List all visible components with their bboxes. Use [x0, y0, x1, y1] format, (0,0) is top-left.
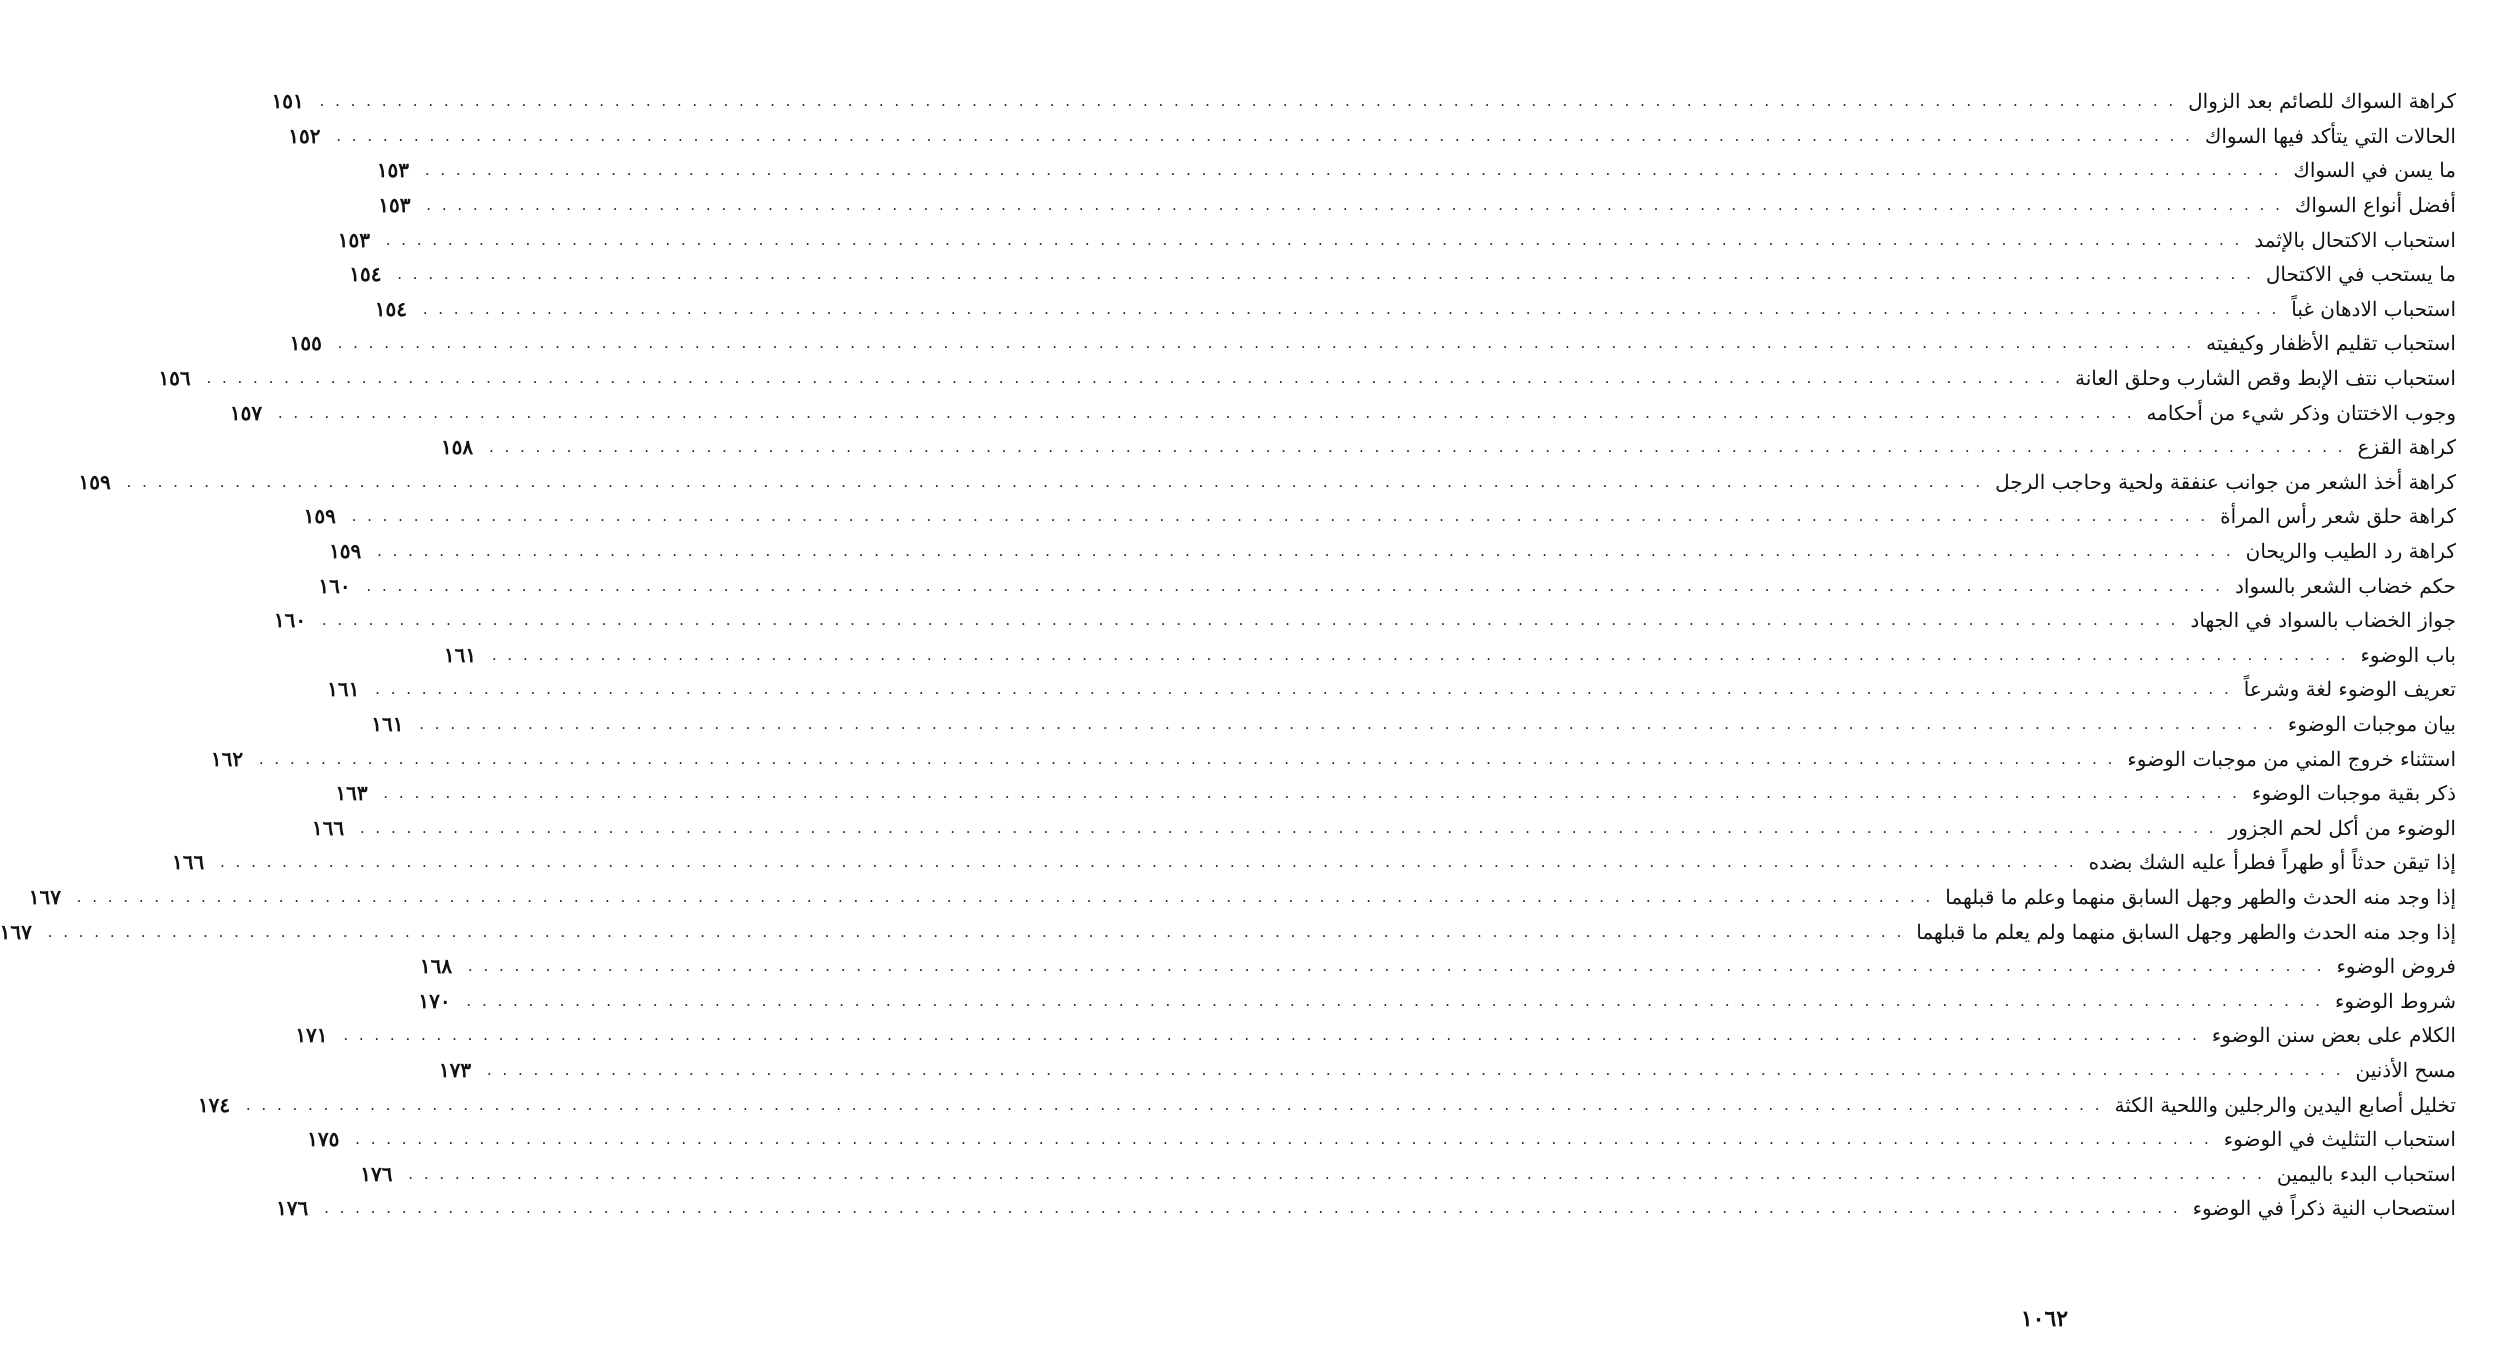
toc-entry-page: ١٥٣: [337, 227, 370, 252]
dot-leader: . . . . . . . . . . . . . . . . . . . . . . . . . . . . . . . . . . . . . . . . . . . . . . . . . . . . . . . . . . . . . . . . . . . . . . . . . . . . . . . . . . . . . . . . . . . . . . . . . . . . . . . . . . . . . . . . . . . . . . . .: [220, 853, 2077, 872]
toc-entry-page: ١٦٣: [335, 781, 368, 806]
toc-entry-page: ١٥٤: [349, 262, 382, 287]
toc-entry-title: استحباب تقليم الأظفار وكيفيته: [2206, 331, 2456, 356]
toc-entry: [337, 222, 2456, 257]
toc-entry-title: ما يستحب في الاكتحال: [2265, 262, 2456, 287]
dot-leader: . . . . . . . . . . . . . . . . . . . . . . . . . . . . . . . . . . . . . . . . . . . . . . . . . . . . . . . . . . . . . . . . . . . . . . . . . . . . . . . . . . . . . . . . . . . . . . . . . . . . . . . . . . . . . . . . . . . . . . . .: [424, 161, 2282, 180]
toc-entry-title: كراهة القزع: [2357, 435, 2456, 460]
toc-entry: [289, 326, 2456, 361]
toc-entry: [276, 1191, 2456, 1226]
toc-entry: [329, 534, 2456, 569]
dot-leader: . . . . . . . . . . . . . . . . . . . . . . . . . . . . . . . . . . . . . . . . . . . . . . . . . . . . . . . . . . . . . . . . . . . . . . . . . . . . . . . . . . . . . . . . . . . . . . . . . . . . . . . . . . . . . . . . . . . . . . . .: [397, 265, 2254, 284]
toc-entry-title: الكلام على بعض سنن الوضوء: [2211, 1023, 2456, 1048]
toc-entry: [311, 810, 2456, 845]
dot-leader: . . . . . . . . . . . . . . . . . . . . . . . . . . . . . . . . . . . . . . . . . . . . . . . . . . . . . . . . . . . . . . . . . . . . . . . . . . . . . . . . . . . . . . . . . . . . . . . . . . . . . . . . . . . . . . . . . . . . . . . .: [488, 438, 2346, 457]
dot-leader: . . . . . . . . . . . . . . . . . . . . . . . . . . . . . . . . . . . . . . . . . . . . . . . . . . . . . . . . . . . . . . . . . . . . . . . . . . . . . . . . . . . . . . . . . . . . . . . . . . . . . . . . . . . . . . . . . . . . . . . .: [408, 1164, 2265, 1183]
dot-leader: . . . . . . . . . . . . . . . . . . . . . . . . . . . . . . . . . . . . . . . . . . . . . . . . . . . . . . . . . . . . . . . . . . . . . . . . . . . . . . . . . . . . . . . . . . . . . . . . . . . . . . . . . . . . . . . . . . . . . . . .: [366, 576, 2223, 595]
toc-entry: [327, 672, 2456, 707]
toc-entry-page: ١٦٦: [311, 815, 345, 840]
toc-entry: [273, 603, 2456, 638]
toc-entry-title: ذكر بقية موجبات الوضوء: [2251, 781, 2456, 806]
page-number: ١٠٦٢: [2020, 1306, 2069, 1332]
toc-entry: [374, 292, 2456, 327]
dot-leader: . . . . . . . . . . . . . . . . . . . . . . . . . . . . . . . . . . . . . . . . . . . . . . . . . . . . . . . . . . . . . . . . . . . . . . . . . . . . . . . . . . . . . . . . . . . . . . . . . . . . . . . . . . . . . . . . . . . . . . . .: [355, 1130, 2212, 1149]
dot-leader: . . . . . . . . . . . . . . . . . . . . . . . . . . . . . . . . . . . . . . . . . . . . . . . . . . . . . . . . . . . . . . . . . . . . . . . . . . . . . . . . . . . . . . . . . . . . . . . . . . . . . . . . . . . . . . . . . . . . . . . .: [359, 818, 2217, 837]
toc-entry-page: ١٥٩: [329, 539, 362, 564]
toc-entry: [360, 1156, 2456, 1191]
dot-leader: . . . . . . . . . . . . . . . . . . . . . . . . . . . . . . . . . . . . . . . . . . . . . . . . . . . . . . . . . . . . . . . . . . . . . . . . . . . . . . . . . . . . . . . . . . . . . . . . . . . . . . . . . . . . . . . . . . . . . . . .: [426, 196, 2283, 215]
dot-leader: . . . . . . . . . . . . . . . . . . . . . . . . . . . . . . . . . . . . . . . . . . . . . . . . . . . . . . . . . . . . . . . . . . . . . . . . . . . . . . . . . . . . . . . . . . . . . . . . . . . . . . . . . . . . . . . . . . . . . . . .: [351, 507, 2209, 526]
toc-entry-title: الحالات التي يتأكد فيها السواك: [2204, 123, 2456, 148]
toc-entry-title: تعريف الوضوء لغة وشرعاً: [2243, 677, 2456, 702]
toc-entry-title: إذا تيقن حدثاً أو طهراً فطرأ عليه الشك بضده: [2088, 850, 2456, 875]
toc-entry-page: ١٧٦: [360, 1161, 393, 1186]
dot-leader: . . . . . . . . . . . . . . . . . . . . . . . . . . . . . . . . . . . . . . . . . . . . . . . . . . . . . . . . . . . . . . . . . . . . . . . . . . . . . . . . . . . . . . . . . . . . . . . . . . . . . . . . . . . . . . . . . . . . . . . .: [336, 126, 2193, 145]
toc-entry-page: ١٥٨: [440, 435, 474, 460]
toc-entry-title: استحباب التثليث في الوضوء: [2223, 1127, 2456, 1152]
dot-leader: . . . . . . . . . . . . . . . . . . . . . . . . . . . . . . . . . . . . . . . . . . . . . . . . . . . . . . . . . . . . . . . . . . . . . . . . . . . . . . . . . . . . . . . . . . . . . . . . . . . . . . . . . . . . . . . . . . . . . . . .: [491, 645, 2349, 664]
toc-entry: [318, 568, 2456, 603]
toc-entry: [378, 188, 2456, 223]
table-of-contents: [0, 84, 2456, 1226]
dot-leader: . . . . . . . . . . . . . . . . . . . . . . . . . . . . . . . . . . . . . . . . . . . . . . . . . . . . . . . . . . . . . . . . . . . . . . . . . . . . . . . . . . . . . . . . . . . . . . . . . . . . . . . . . . . . . . . . . . . . . . . .: [76, 887, 1934, 906]
toc-entry: [349, 257, 2456, 292]
dot-leader: . . . . . . . . . . . . . . . . . . . . . . . . . . . . . . . . . . . . . . . . . . . . . . . . . . . . . . . . . . . . . . . . . . . . . . . . . . . . . . . . . . . . . . . . . . . . . . . . . . . . . . . . . . . . . . . . . . . . . . . .: [466, 991, 2323, 1010]
toc-entry-page: ١٦١: [443, 642, 477, 667]
toc-entry-page: ١٥٩: [78, 469, 111, 494]
toc-entry: [197, 1087, 2456, 1122]
dot-leader: . . . . . . . . . . . . . . . . . . . . . . . . . . . . . . . . . . . . . . . . . . . . . . . . . . . . . . . . . . . . . . . . . . . . . . . . . . . . . . . . . . . . . . . . . . . . . . . . . . . . . . . . . . . . . . . . . . . . . . . .: [319, 92, 2177, 111]
dot-leader: . . . . . . . . . . . . . . . . . . . . . . . . . . . . . . . . . . . . . . . . . . . . . . . . . . . . . . . . . . . . . . . . . . . . . . . . . . . . . . . . . . . . . . . . . . . . . . . . . . . . . . . . . . . . . . . . . . . . . . . .: [343, 1026, 2200, 1045]
toc-entry: [419, 949, 2456, 984]
toc-entry-page: ١٦٧: [0, 919, 32, 944]
toc-entry-page: ١٦٦: [172, 850, 205, 875]
dot-leader: . . . . . . . . . . . . . . . . . . . . . . . . . . . . . . . . . . . . . . . . . . . . . . . . . . . . . . . . . . . . . . . . . . . . . . . . . . . . . . . . . . . . . . . . . . . . . . . . . . . . . . . . . . . . . . . . . . . . . . . .: [206, 369, 2064, 388]
toc-entry: [307, 1122, 2456, 1157]
toc-entry-page: ١٦١: [371, 711, 404, 736]
toc-entry: [229, 395, 2456, 430]
toc-entry-page: ١٧٤: [197, 1092, 231, 1117]
toc-entry-page: ١٥٦: [158, 366, 191, 391]
toc-entry-title: استحباب الادهان غباً: [2291, 296, 2456, 321]
toc-entry: [78, 465, 2456, 500]
toc-entry: [158, 361, 2456, 396]
toc-entry: [28, 880, 2456, 915]
toc-entry-title: كراهة حلق شعر رأس المرأة: [2220, 504, 2456, 529]
dot-leader: . . . . . . . . . . . . . . . . . . . . . . . . . . . . . . . . . . . . . . . . . . . . . . . . . . . . . . . . . . . . . . . . . . . . . . . . . . . . . . . . . . . . . . . . . . . . . . . . . . . . . . . . . . . . . . . . . . . . . . . .: [258, 749, 2116, 768]
toc-entry-title: بيان موجبات الوضوء: [2287, 711, 2456, 736]
toc-entry-title: باب الوضوء: [2360, 642, 2456, 667]
toc-entry-page: ١٦٠: [273, 608, 307, 633]
toc-entry-title: تخليل أصابع اليدين والرجلين واللحية الكثة: [2114, 1092, 2456, 1117]
toc-entry-page: ١٧٠: [418, 988, 451, 1013]
toc-entry-title: كراهة رد الطيب والريحان: [2245, 539, 2456, 564]
toc-entry: [438, 1053, 2456, 1088]
toc-entry-page: ١٥١: [271, 89, 304, 114]
toc-entry-title: ما يسن في السواك: [2293, 158, 2456, 183]
toc-entry-title: كراهة السواك للصائم بعد الزوال: [2188, 89, 2456, 114]
toc-entry-title: شروط الوضوء: [2334, 988, 2456, 1013]
toc-entry-page: ١٦٠: [318, 573, 351, 598]
toc-entry-title: وجوب الاختتان وذكر شيء من أحكامه: [2146, 400, 2456, 425]
dot-leader: . . . . . . . . . . . . . . . . . . . . . . . . . . . . . . . . . . . . . . . . . . . . . . . . . . . . . . . . . . . . . . . . . . . . . . . . . . . . . . . . . . . . . . . . . . . . . . . . . . . . . . . . . . . . . . . . . . . . . . . .: [383, 784, 2240, 803]
toc-entry: [418, 983, 2456, 1018]
toc-entry-page: ١٦٧: [28, 884, 61, 909]
toc-entry-title: مسح الأذنين: [2355, 1057, 2456, 1082]
toc-entry: [303, 499, 2456, 534]
toc-entry: [443, 638, 2456, 673]
toc-entry: [376, 153, 2456, 188]
dot-leader: . . . . . . . . . . . . . . . . . . . . . . . . . . . . . . . . . . . . . . . . . . . . . . . . . . . . . . . . . . . . . . . . . . . . . . . . . . . . . . . . . . . . . . . . . . . . . . . . . . . . . . . . . . . . . . . . . . . . . . . .: [377, 542, 2234, 561]
toc-entry-page: ١٥٣: [378, 193, 411, 218]
toc-entry: [172, 845, 2456, 880]
toc-entry: [335, 776, 2456, 811]
toc-entry: [288, 119, 2456, 154]
dot-leader: . . . . . . . . . . . . . . . . . . . . . . . . . . . . . . . . . . . . . . . . . . . . . . . . . . . . . . . . . . . . . . . . . . . . . . . . . . . . . . . . . . . . . . . . . . . . . . . . . . . . . . . . . . . . . . . . . . . . . . . .: [337, 334, 2195, 353]
dot-leader: . . . . . . . . . . . . . . . . . . . . . . . . . . . . . . . . . . . . . . . . . . . . . . . . . . . . . . . . . . . . . . . . . . . . . . . . . . . . . . . . . . . . . . . . . . . . . . . . . . . . . . . . . . . . . . . . . . . . . . . .: [277, 403, 2135, 422]
toc-entry-page: ١٦١: [327, 677, 360, 702]
toc-entry: [0, 914, 2456, 949]
toc-entry-page: ١٦٨: [419, 954, 453, 979]
toc-entry-page: ١٥٤: [374, 296, 407, 321]
toc-entry-title: استحباب البدء باليمين: [2276, 1161, 2456, 1186]
toc-entry-page: ١٧٥: [307, 1127, 340, 1152]
toc-entry: [295, 1018, 2456, 1053]
toc-entry-title: استصحاب النية ذكراً في الوضوء: [2192, 1196, 2456, 1221]
toc-entry-page: ١٥٧: [229, 400, 263, 425]
toc-entry-page: ١٧٣: [438, 1057, 472, 1082]
toc-entry: [210, 741, 2456, 776]
toc-entry: [440, 430, 2456, 465]
toc-entry-title: كراهة أخذ الشعر من جوانب عنفقة ولحية وحاجب الرجل: [1995, 469, 2456, 494]
dot-leader: . . . . . . . . . . . . . . . . . . . . . . . . . . . . . . . . . . . . . . . . . . . . . . . . . . . . . . . . . . . . . . . . . . . . . . . . . . . . . . . . . . . . . . . . . . . . . . . . . . . . . . . . . . . . . . . . . . . . . . . .: [422, 299, 2280, 318]
toc-entry-page: ١٦٢: [210, 746, 244, 771]
toc-entry: [271, 84, 2456, 119]
dot-leader: . . . . . . . . . . . . . . . . . . . . . . . . . . . . . . . . . . . . . . . . . . . . . . . . . . . . . . . . . . . . . . . . . . . . . . . . . . . . . . . . . . . . . . . . . . . . . . . . . . . . . . . . . . . . . . . . . . . . . . . .: [321, 611, 2179, 630]
dot-leader: . . . . . . . . . . . . . . . . . . . . . . . . . . . . . . . . . . . . . . . . . . . . . . . . . . . . . . . . . . . . . . . . . . . . . . . . . . . . . . . . . . . . . . . . . . . . . . . . . . . . . . . . . . . . . . . . . . . . . . . .: [324, 1199, 2181, 1218]
dot-leader: . . . . . . . . . . . . . . . . . . . . . . . . . . . . . . . . . . . . . . . . . . . . . . . . . . . . . . . . . . . . . . . . . . . . . . . . . . . . . . . . . . . . . . . . . . . . . . . . . . . . . . . . . . . . . . . . . . . . . . . .: [245, 1095, 2103, 1114]
dot-leader: . . . . . . . . . . . . . . . . . . . . . . . . . . . . . . . . . . . . . . . . . . . . . . . . . . . . . . . . . . . . . . . . . . . . . . . . . . . . . . . . . . . . . . . . . . . . . . . . . . . . . . . . . . . . . . . . . . . . . . . .: [419, 714, 2276, 733]
dot-leader: . . . . . . . . . . . . . . . . . . . . . . . . . . . . . . . . . . . . . . . . . . . . . . . . . . . . . . . . . . . . . . . . . . . . . . . . . . . . . . . . . . . . . . . . . . . . . . . . . . . . . . . . . . . . . . . . . . . . . . . .: [467, 957, 2325, 976]
toc-entry-title: أفضل أنواع السواك: [2294, 193, 2456, 218]
toc-entry-title: استحباب الاكتحال بالإثمد: [2254, 227, 2456, 252]
toc-entry-title: فروض الوضوء: [2336, 954, 2456, 979]
toc-entry-title: إذا وجد منه الحدث والطهر وجهل السابق منهما ولم يعلم ما قبلهما: [1916, 919, 2456, 944]
toc-entry-page: ١٥٣: [376, 158, 410, 183]
toc-entry-title: إذا وجد منه الحدث والطهر وجهل السابق منهما وعلم ما قبلهما: [1945, 884, 2456, 909]
dot-leader: . . . . . . . . . . . . . . . . . . . . . . . . . . . . . . . . . . . . . . . . . . . . . . . . . . . . . . . . . . . . . . . . . . . . . . . . . . . . . . . . . . . . . . . . . . . . . . . . . . . . . . . . . . . . . . . . . . . . . . . .: [375, 680, 2232, 699]
dot-leader: . . . . . . . . . . . . . . . . . . . . . . . . . . . . . . . . . . . . . . . . . . . . . . . . . . . . . . . . . . . . . . . . . . . . . . . . . . . . . . . . . . . . . . . . . . . . . . . . . . . . . . . . . . . . . . . . . . . . . . . .: [126, 472, 1984, 491]
toc-entry-title: استحباب نتف الإبط وقص الشارب وحلق العانة: [2075, 366, 2456, 391]
toc-entry-page: ١٧٦: [276, 1196, 309, 1221]
toc-entry-page: ١٧١: [295, 1023, 328, 1048]
toc-entry-title: جواز الخضاب بالسواد في الجهاد: [2190, 608, 2456, 633]
toc-entry-title: حكم خضاب الشعر بالسواد: [2235, 573, 2456, 598]
dot-leader: . . . . . . . . . . . . . . . . . . . . . . . . . . . . . . . . . . . . . . . . . . . . . . . . . . . . . . . . . . . . . . . . . . . . . . . . . . . . . . . . . . . . . . . . . . . . . . . . . . . . . . . . . . . . . . . . . . . . . . . .: [47, 922, 1905, 941]
toc-entry-title: الوضوء من أكل لحم الجزور: [2228, 815, 2456, 840]
dot-leader: . . . . . . . . . . . . . . . . . . . . . . . . . . . . . . . . . . . . . . . . . . . . . . . . . . . . . . . . . . . . . . . . . . . . . . . . . . . . . . . . . . . . . . . . . . . . . . . . . . . . . . . . . . . . . . . . . . . . . . . .: [385, 230, 2243, 249]
toc-entry-page: ١٥٩: [303, 504, 336, 529]
toc-entry: [371, 707, 2456, 742]
dot-leader: . . . . . . . . . . . . . . . . . . . . . . . . . . . . . . . . . . . . . . . . . . . . . . . . . . . . . . . . . . . . . . . . . . . . . . . . . . . . . . . . . . . . . . . . . . . . . . . . . . . . . . . . . . . . . . . . . . . . . . . .: [486, 1060, 2344, 1079]
toc-entry-title: استثناء خروج المني من موجبات الوضوء: [2127, 746, 2456, 771]
toc-entry-page: ١٥٥: [289, 331, 322, 356]
toc-entry-page: ١٥٢: [288, 123, 321, 148]
